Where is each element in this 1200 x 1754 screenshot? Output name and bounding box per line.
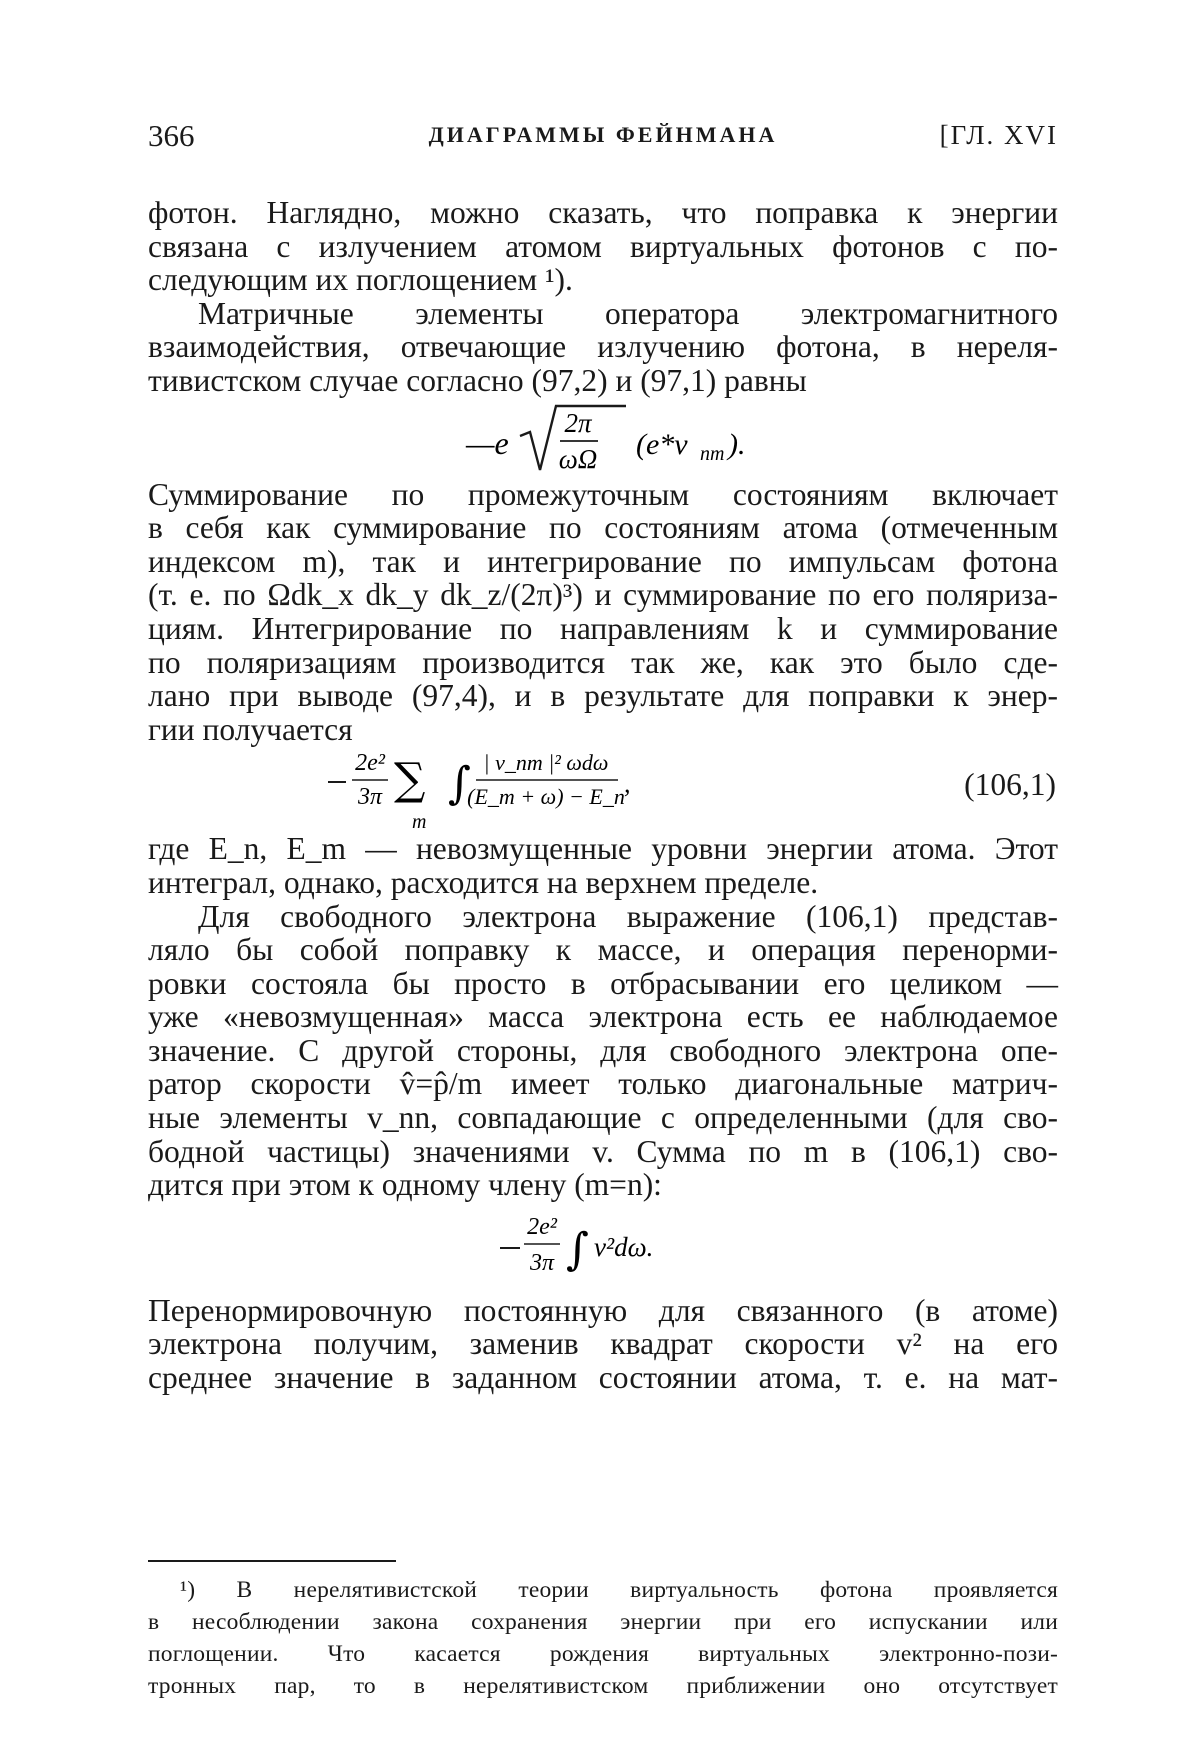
paragraph-6 xyxy=(148,1294,1058,1395)
integral-sign: ∫ xyxy=(566,1224,589,1275)
text-line: Перенормировочную постоянную для связанного (в атоме) xyxy=(148,1294,1058,1328)
formula-1-tail: (e*v xyxy=(636,428,688,461)
formula-matrix-element xyxy=(148,398,1058,478)
text-line: Матричные элементы оператора электромагнитного xyxy=(148,297,1058,331)
text-line: лано при выводе (97,4), и в результате для поправки к энер- xyxy=(148,679,1058,713)
text-line: связана с излучением атомом виртуальных фотонов с по- xyxy=(148,230,1058,264)
formula-1-num: 2π xyxy=(564,408,593,438)
footnote-divider xyxy=(148,1560,396,1562)
formula-2-frac-den: (E_m + ω) − E_n xyxy=(467,784,625,809)
text-line: ляло бы собой поправку к массе, и операция перенорми- xyxy=(148,933,1058,967)
text-line: где E_n, E_m — невозмущенные уровни энергии атома. Этот xyxy=(148,832,1058,866)
paragraph-3 xyxy=(148,478,1058,747)
footnote-line: поглощении. Что касается рождения виртуальных электронно-пози- xyxy=(148,1638,1058,1670)
paragraph-2 xyxy=(148,297,1058,398)
page-header xyxy=(148,118,1058,158)
integral-sign: ∫ xyxy=(448,758,471,809)
formula-2-sum-index: m xyxy=(412,811,426,832)
text-line: следующим их поглощением ¹). xyxy=(148,263,1058,297)
footnote-line: тронных пар, то в нерелятивистском приближении оно отсутствует xyxy=(148,1670,1058,1702)
formula-free-electron xyxy=(148,1210,1058,1294)
text-line: ратор скорости v̂=p̂/m имеет только диагональные матрич- xyxy=(148,1067,1058,1101)
footnote xyxy=(148,1574,1058,1702)
text-line: индексом m), так и интегрирование по импульсам фотона xyxy=(148,545,1058,579)
text-line: Суммирование по промежуточным состояниям включает xyxy=(148,478,1058,512)
formula-1-lead: —e xyxy=(465,425,509,461)
text-line: циям. Интегрирование по направлениям k и суммирование xyxy=(148,612,1058,646)
text-line: фотон. Наглядно, можно сказать, что поправка к энергии xyxy=(148,196,1058,230)
formula-3-integrand: v²dω. xyxy=(594,1232,653,1262)
paragraph-1 xyxy=(148,196,1058,297)
text-line: Для свободного электрона выражение (106,1) представ- xyxy=(148,900,1058,934)
text-line: бодной частицы) значениями v. Сумма по m в (106,1) сво- xyxy=(148,1135,1058,1169)
text-line: среднее значение в заданном состоянии атома, т. е. на мат- xyxy=(148,1361,1058,1395)
formula-2-graphic xyxy=(148,748,948,832)
text-line: ровки состояла бы просто в отбрасывании его целиком — xyxy=(148,967,1058,1001)
text-line: по поляризациям производится так же, как это было сде- xyxy=(148,646,1058,680)
formula-2-coef-num: 2e² xyxy=(355,750,386,776)
formula-3-graphic xyxy=(148,1210,1058,1294)
formula-1-tail-end: ). xyxy=(726,428,746,461)
book-page xyxy=(0,0,1200,1754)
page-number: 366 xyxy=(148,118,195,154)
text-line: тивистском случае согласно (97,2) и (97,1) равны xyxy=(148,364,1058,398)
footnote-line: в несоблюдении закона сохранения энергии при его испускании или xyxy=(148,1606,1058,1638)
formula-2-coef-den: 3π xyxy=(357,784,383,810)
formula-3-coef-den: 3π xyxy=(529,1250,555,1276)
main-text xyxy=(148,196,1058,1395)
text-line: (т. е. по Ωdk_x dk_y dk_z/(2π)³) и суммирование по его поляриза- xyxy=(148,578,1058,612)
text-line: ные элементы v_nn, совпадающие с определенными (для сво- xyxy=(148,1101,1058,1135)
running-title: ДИАГРАММЫ ФЕЙНМАНА xyxy=(148,122,1058,148)
text-line: интеграл, однако, расходится на верхнем пределе. xyxy=(148,866,1058,900)
formula-3-coef-num: 2e² xyxy=(527,1214,558,1240)
text-line: значение. С другой стороны, для свободного электрона опе- xyxy=(148,1034,1058,1068)
text-line: взаимодействия, отвечающие излучению фотона, в нереля- xyxy=(148,330,1058,364)
sum-sign: ∑ xyxy=(394,754,425,805)
footnote-line: ¹) В нерелятивистской теории виртуальность фотона проявляется xyxy=(148,1574,1058,1606)
text-line: уже «невозмущенная» масса электрона есть ее наблюдаемое xyxy=(148,1000,1058,1034)
paragraph-4 xyxy=(148,832,1058,899)
formula-106-1 xyxy=(148,748,1058,832)
formula-1-den: ωΩ xyxy=(559,444,598,474)
svg-text:,: , xyxy=(624,769,631,798)
formula-1-tail-sub: nm xyxy=(700,443,724,465)
chapter-label: [ГЛ. XVI xyxy=(940,120,1058,151)
text-line: в себя как суммирование по состояниям атома (отмеченным xyxy=(148,511,1058,545)
paragraph-5 xyxy=(148,900,1058,1202)
formula-2-frac-num: | v_nm |² ωdω xyxy=(484,750,609,775)
text-line: электрона получим, заменив квадрат скорости v² на его xyxy=(148,1327,1058,1361)
equation-number: (106,1) xyxy=(964,768,1056,802)
text-line: гии получается xyxy=(148,713,1058,747)
text-line: дится при этом к одному члену (m=n): xyxy=(148,1168,1058,1202)
formula-1-graphic xyxy=(148,398,1058,478)
